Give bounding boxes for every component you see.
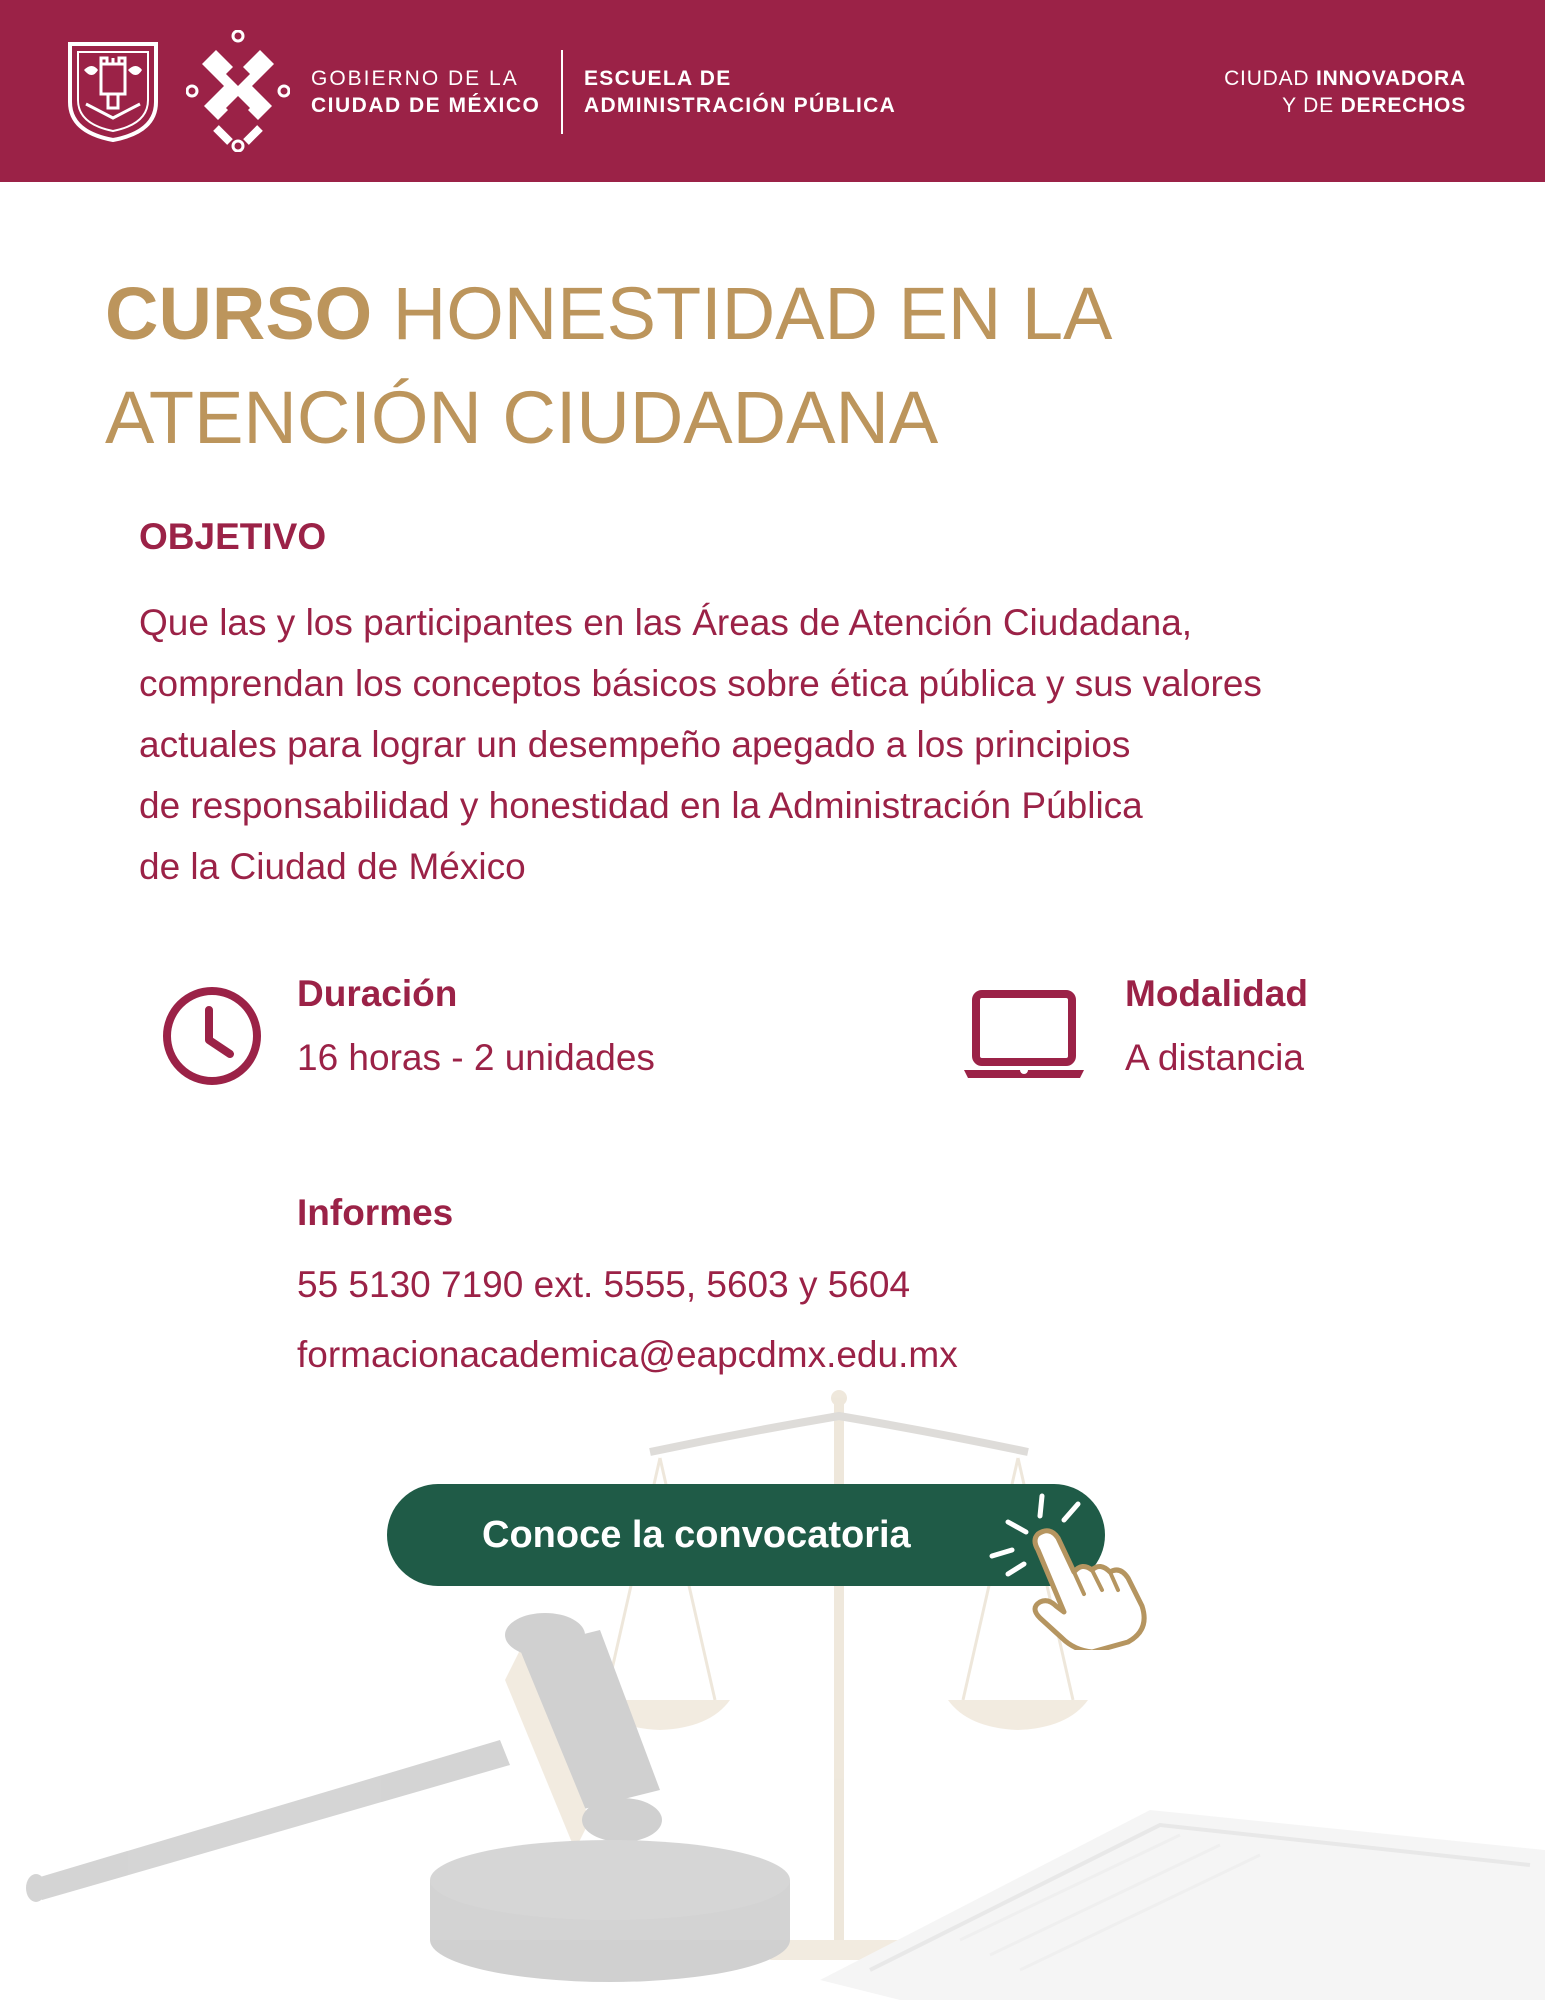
slogan-line1-regular: CIUDAD (1224, 67, 1317, 90)
course-title (105, 262, 1465, 470)
duration-label: Duración (297, 973, 458, 1014)
convocatoria-button[interactable]: Conoce la convocatoria (387, 1484, 1105, 1586)
course-title-name: HONESTIDAD EN LA ATENCIÓN CIUDADANA (105, 272, 1109, 459)
school-name-line2: ADMINISTRACIÓN PÚBLICA (584, 94, 897, 117)
slogan-line2-bold: DERECHOS (1340, 94, 1466, 117)
clock-icon (160, 984, 264, 1088)
objective-line: actuales para lograr un desempeño apegado a los principios (139, 724, 1131, 765)
cdmx-logo-icon (186, 30, 290, 152)
school-name-line1: ESCUELA DE (584, 67, 732, 90)
header-slogan (1224, 65, 1466, 119)
contact-email[interactable]: formacionacademica@eapcdmx.edu.mx (297, 1334, 958, 1375)
modality-info (1125, 973, 1308, 1079)
slogan-line1-bold: INNOVADORA (1316, 67, 1466, 90)
objective-line: Que las y los participantes en las Áreas de Atención Ciudadana, (139, 602, 1193, 643)
page-header (0, 0, 1545, 182)
objective-line: de responsabilidad y honestidad en la Administración Pública (139, 785, 1143, 826)
duration-info (297, 973, 655, 1079)
justice-illustration (0, 1380, 1545, 2000)
government-name (311, 65, 540, 119)
contact-info (297, 1192, 958, 1376)
objective-text (139, 592, 1399, 897)
coat-of-arms-icon (66, 40, 160, 144)
objective-heading: OBJETIVO (139, 516, 327, 557)
government-name-line1: GOBIERNO DE LA (311, 67, 519, 90)
slogan-line2 (1224, 92, 1466, 119)
modality-value: A distancia (1125, 1037, 1304, 1078)
slogan-line2-regular: Y DE (1282, 94, 1341, 117)
objective-line: comprendan los conceptos básicos sobre ética pública y sus valores (139, 663, 1262, 704)
government-name-line2: CIUDAD DE MÉXICO (311, 94, 541, 117)
objective-line: de la Ciudad de México (139, 846, 526, 887)
modality-label: Modalidad (1125, 973, 1308, 1014)
school-name (584, 65, 896, 119)
header-divider (561, 50, 563, 134)
slogan-line1 (1224, 65, 1466, 92)
laptop-icon (962, 990, 1086, 1080)
pointing-hand-icon (982, 1490, 1162, 1650)
contact-phone: 55 5130 7190 ext. 5555, 5603 y 5604 (297, 1264, 911, 1305)
contact-label: Informes (297, 1192, 454, 1233)
course-title-prefix: CURSO (105, 272, 373, 355)
duration-value: 16 horas - 2 unidades (297, 1037, 655, 1078)
